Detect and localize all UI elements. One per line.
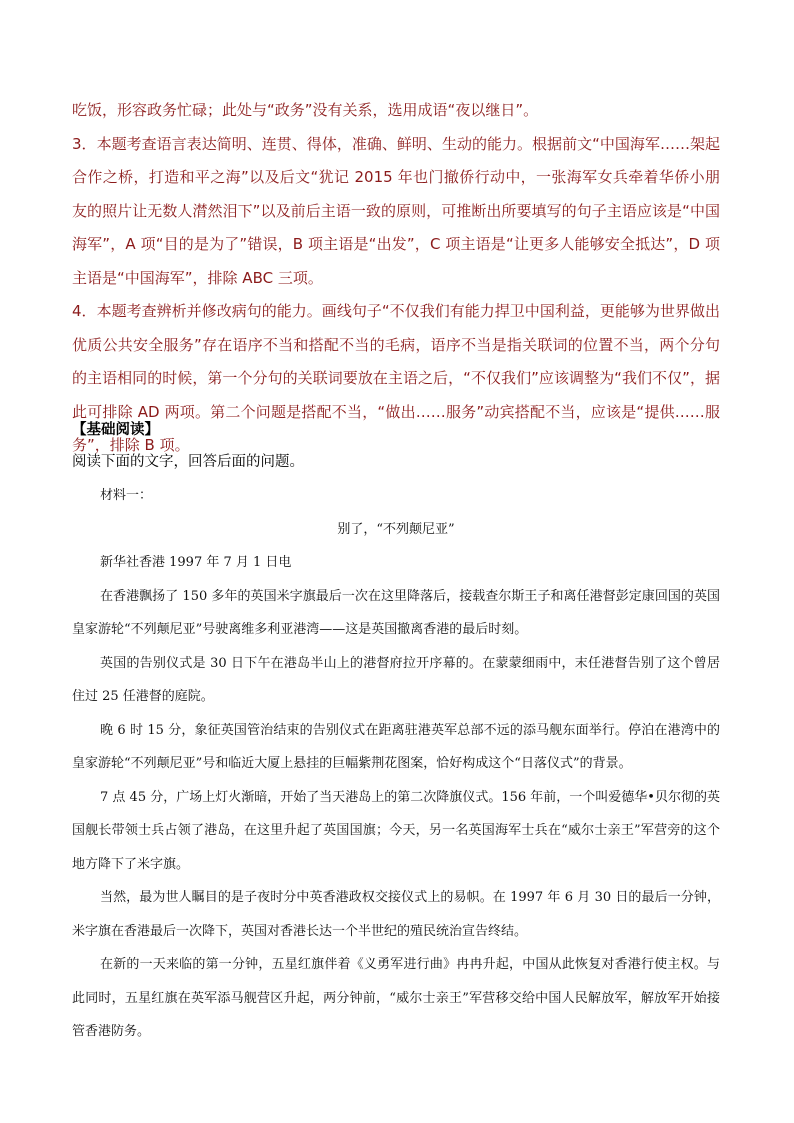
article-title: 别了，“不列颠尼亚”	[337, 521, 455, 537]
article-dateline: 新华社香港 1997 年 7 月 1 日电	[100, 555, 292, 570]
answer-block	[72, 94, 720, 463]
answer-item-4: 4．本题考查辨析并修改病句的能力。画线句子“不仅我们有能力捍卫中国利益，更能够为世界做出优质公共安全服务”存在语序不当和搭配不当的毛病，语序不当是指关联词的位置不当，两个分句的主语相同的时候，第一个分句的关联词要放在主语之后，“不仅我们”应该调整为“我们不仅”，据此可排除 AD 两项。第二个问题是搭配不当，“做出……服务”动宾搭配不当，应该是“提供……服务”，排除 B 项。	[72, 302, 720, 454]
material-label: 材料一：	[100, 488, 153, 503]
answer-item-2-tail: 吃饭，形容政务忙碌；此处与“政务”没有关系，选用成语“夜以继日”。	[72, 101, 539, 119]
reading-instruction: 阅读下面的文字，回答后面的问题。	[72, 454, 304, 470]
article-paragraph: 晚 6 时 15 分，象征英国管治结束的告别仪式在距离驻港英军总部不远的添马舰东面举行。停泊在港湾中的皇家游轮“不列颠尼亚”号和临近大厦上悬挂的巨幅紫荆花图案，恰好构成这个“日落仪式”的背景。	[72, 722, 720, 771]
section-title: 【基础阅读】	[72, 422, 159, 438]
article-paragraph: 7 点 45 分，广场上灯火渐暗，开始了当天港岛上的第二次降旗仪式。156 年前，一个叫爱德华•贝尔彻的英国舰长带领士兵占领了港岛，在这里升起了英国国旗；今天，另一名英国海军士兵在“威尔士亲王”军营旁的这个地方降下了米字旗。	[72, 789, 720, 872]
article-paragraph: 在新的一天来临的第一分钟，五星红旗伴着《义勇军进行曲》冉冉升起，中国从此恢复对香港行使主权。与此同时，五星红旗在英军添马舰营区升起，两分钟前，“威尔士亲王”军营移交给中国人民解放军，解放军开始接管香港防务。	[72, 957, 720, 1039]
answer-item-3: 3．本题考查语言表达简明、连贯、得体，准确、鲜明、生动的能力。根据前文“中国海军……架起合作之桥，打造和平之海”以及后文“犹记 2015 年也门撤侨行动中，一张海军女兵牵着华侨小朋友的照片让无数人潸然泪下”以及前后主语一致的原则，可推断出所要填写的句子主语应该是“中国海军”，A 项“目的是为了”错误，B 项主语是“出发”，C 项主语是“让更多人能够安全抵达”，D 项主语是“中国海军”，排除 ABC 三项。	[72, 134, 720, 287]
article-paragraph: 在香港飘扬了 150 多年的英国米字旗最后一次在这里降落后，接载查尔斯王子和离任港督彭定康回国的英国皇家游轮“不列颠尼亚”号驶离维多利亚港湾——这是英国撤离香港的最后时刻。	[72, 588, 720, 637]
article-paragraph: 英国的告别仪式是 30 日下午在港岛半山上的港督府拉开序幕的。在蒙蒙细雨中，末任港督告别了这个曾居住过 25 任港督的庭院。	[72, 655, 720, 704]
reading-material	[72, 479, 720, 1049]
article-paragraph: 当然，最为世人瞩目的是子夜时分中英香港政权交接仪式上的易帜。在 1997 年 6 月 30 日的最后一分钟，米字旗在香港最后一次降下，英国对香港长达一个半世纪的殖民统治宣告终结。	[72, 890, 720, 939]
